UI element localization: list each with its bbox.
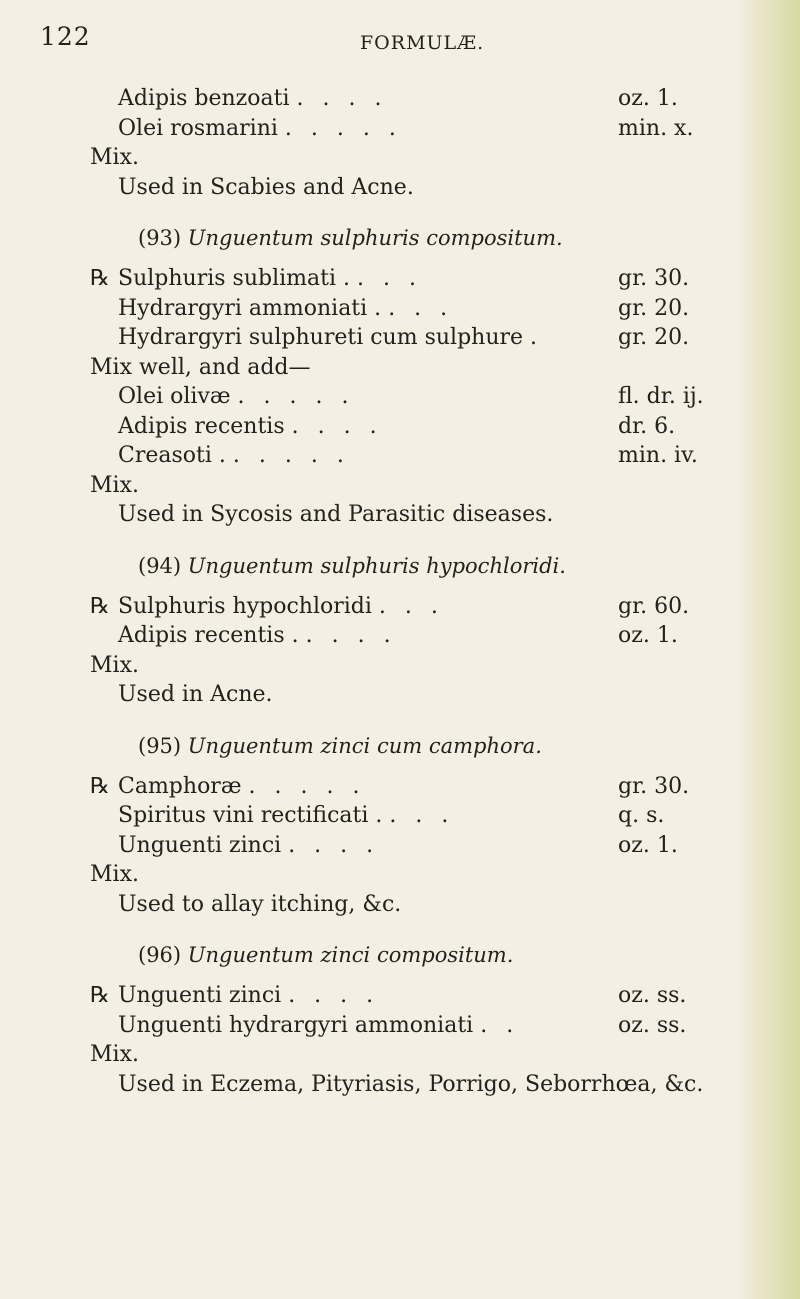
ingredient-line: [90, 323, 750, 353]
leader-dots: . . . .: [296, 86, 388, 111]
ingredient-name: Unguenti zinci: [118, 983, 282, 1008]
ingredient-name: Camphoræ: [118, 773, 242, 799]
ingredient-line: [90, 592, 750, 622]
ingredient-name: Unguenti zinci: [118, 832, 282, 858]
ingredient-quantity: oz. ss.: [618, 1012, 687, 1038]
leader-dots: . . . .: [288, 983, 380, 1008]
formula-heading: [90, 937, 750, 973]
ingredient-line: [90, 1011, 750, 1041]
ingredient-name: Olei rosmarini: [118, 115, 278, 141]
formula-title: Unguentum zinci cum camphora.: [187, 733, 542, 758]
ingredient-quantity: gr. 60.: [618, 593, 690, 619]
usage-note: Used to allay itching, &c.: [118, 891, 402, 917]
formula-title: Unguentum zinci compositum.: [187, 943, 514, 967]
ingredient-name: Adipis recentis: [118, 413, 285, 439]
ingredient-quantity: gr. 30.: [618, 266, 690, 291]
ingredient-quantity: oz. 1.: [618, 832, 678, 858]
formula-heading: [90, 728, 750, 764]
leader-dots: . . .: [357, 266, 422, 291]
leader-dots: . . .: [389, 803, 455, 828]
formula-number: (93): [138, 226, 182, 250]
usage-note: Used in Sycosis and Parasitic diseases.: [118, 502, 554, 527]
mix-instruction: Mix.: [90, 472, 139, 498]
mix-instruction: Mix well, and add—: [90, 354, 311, 380]
formula-number: (95): [138, 733, 182, 758]
ingredient-line: [90, 412, 750, 442]
ingredient-quantity: gr. 20.: [618, 325, 690, 350]
ingredient-name: Adipis benzoati: [118, 86, 290, 111]
ingredient-quantity: gr. 30.: [618, 773, 690, 799]
ingredient-line: [90, 621, 750, 651]
usage-note: Used in Eczema, Pityriasis, Porrigo, Seborrhœa, &c.: [118, 1071, 704, 1097]
ingredient-quantity: dr. 6.: [618, 413, 676, 439]
ingredient-quantity: q. s.: [618, 803, 665, 828]
ingredient-quantity: oz. 1.: [618, 623, 678, 648]
ingredient-line: [90, 382, 750, 412]
leader-dots: . . .: [378, 593, 444, 619]
ingredient-quantity: min. iv.: [618, 443, 698, 468]
formula-number: (94): [138, 553, 182, 578]
leader-dots: . . . . .: [284, 115, 402, 141]
ingredient-line: [90, 264, 750, 294]
ingredient-name: Hydrargyri ammoniati .: [118, 295, 382, 321]
usage-note: Used in Scabies and Acne.: [118, 174, 414, 200]
ingredient-name: Sulphuris sublimati .: [118, 266, 350, 291]
leader-dots: .: [530, 325, 544, 350]
ingredient-line: [90, 801, 750, 831]
ingredient-line: [90, 294, 750, 324]
leader-dots: . . . .: [291, 413, 383, 439]
ingredient-quantity: gr. 20.: [618, 295, 690, 321]
usage-note: Used in Acne.: [118, 682, 273, 707]
formula-title: Unguentum sulphuris hypochloridi.: [187, 553, 566, 578]
formula-number: (96): [138, 943, 182, 967]
ingredient-line: [90, 981, 750, 1011]
ingredient-quantity: fl. dr. ij.: [618, 384, 704, 409]
ingredient-line: [90, 441, 750, 471]
mix-instruction: Mix.: [90, 145, 139, 170]
recipe-rx-symbol: ℞: [90, 266, 110, 291]
ingredient-name: Hydrargyri sulphureti cum sulphure: [118, 325, 524, 350]
ingredient-name: Spiritus vini rectificati .: [118, 803, 383, 828]
leader-dots: . . . .: [305, 623, 397, 648]
running-title: FORMULÆ.: [360, 32, 485, 54]
ingredient-line: [90, 831, 750, 861]
leader-dots: . . . .: [288, 832, 380, 858]
mix-instruction: Mix.: [90, 862, 139, 887]
leader-dots: . . . . .: [237, 384, 355, 409]
ingredient-line: [90, 114, 750, 144]
ingredient-name: Creasoti .: [118, 443, 226, 468]
ingredient-quantity: min. x.: [618, 115, 694, 141]
ingredient-name: Adipis recentis .: [118, 623, 299, 648]
page-header: [40, 22, 720, 62]
mix-instruction: Mix.: [90, 1042, 139, 1067]
leader-dots: . . . . .: [248, 773, 366, 799]
ingredient-line: [90, 772, 750, 802]
recipe-rx-symbol: ℞: [90, 593, 110, 619]
ingredient-name: Olei olivæ: [118, 384, 231, 409]
mix-instruction: Mix.: [90, 652, 139, 678]
leader-dots: . .: [480, 1012, 520, 1038]
ingredient-quantity: oz. 1.: [618, 86, 678, 111]
formula-heading: [90, 220, 750, 256]
formula-title: Unguentum sulphuris compositum.: [187, 226, 563, 250]
recipe-rx-symbol: ℞: [90, 983, 110, 1008]
page-content: [90, 84, 750, 1099]
ingredient-quantity: oz. ss.: [618, 983, 687, 1008]
leader-dots: . . .: [388, 295, 454, 321]
ingredient-line: [90, 84, 750, 114]
formula-heading: [90, 548, 750, 584]
ingredient-name: Unguenti hydrargyri ammoniati: [118, 1012, 474, 1038]
leader-dots: . . . . .: [232, 443, 350, 468]
ingredient-name: Sulphuris hypochloridi: [118, 593, 372, 619]
recipe-rx-symbol: ℞: [90, 773, 110, 799]
page-number: 122: [40, 22, 91, 51]
